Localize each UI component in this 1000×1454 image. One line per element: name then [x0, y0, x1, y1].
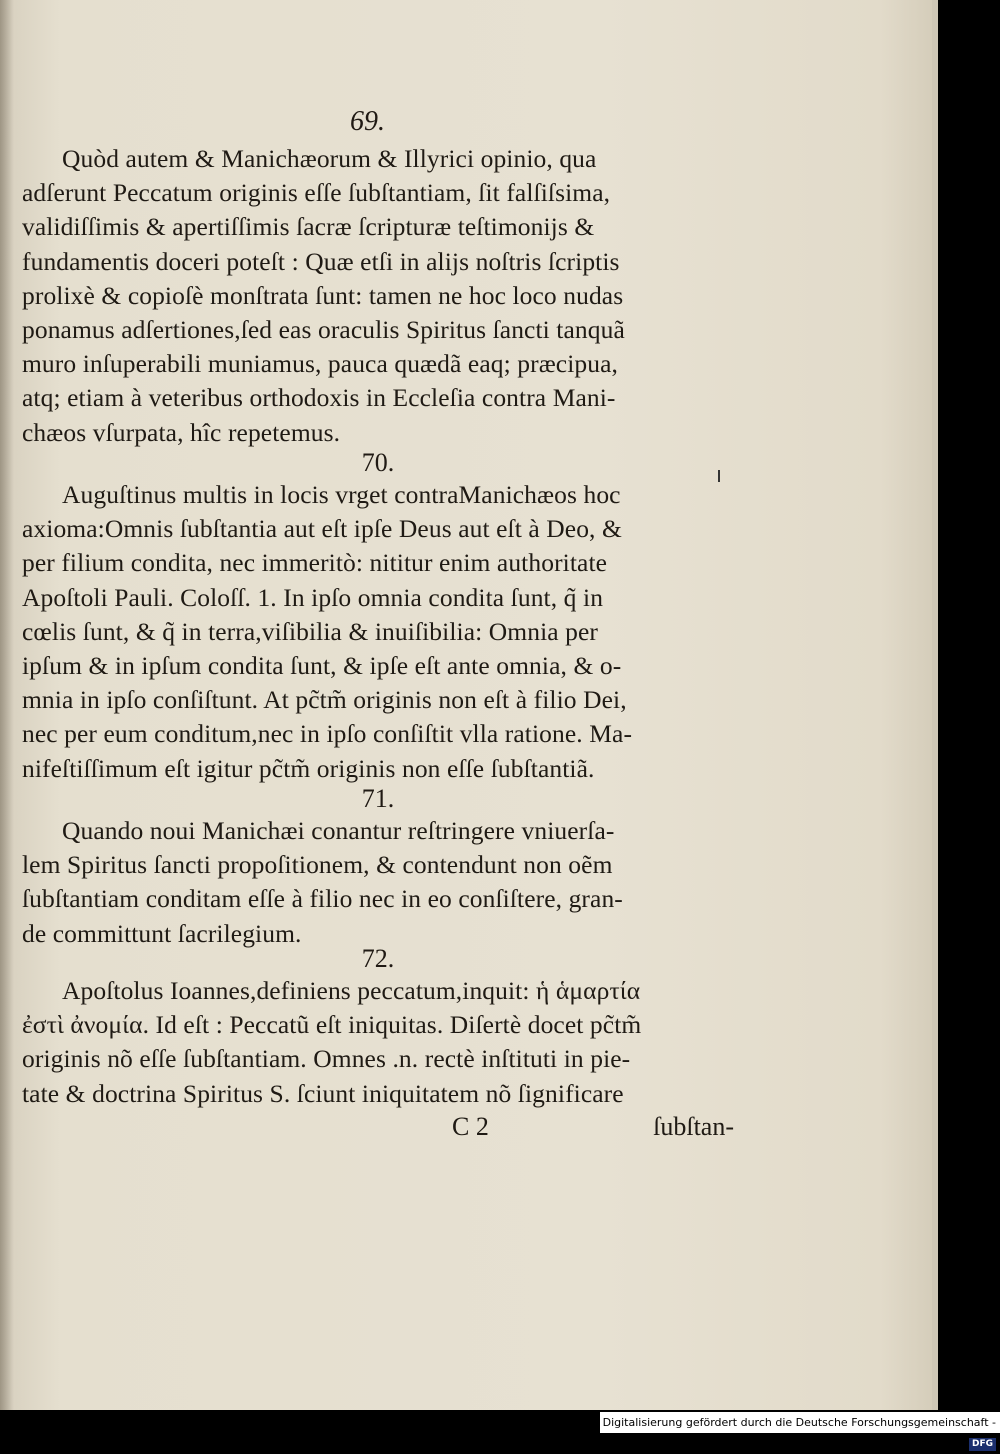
- paragraph-intro: [22, 142, 734, 450]
- text-line: validiſſimis & apertiſſimis ſacræ ſcripturæ teſtimonijs &: [22, 212, 595, 242]
- text-line: nifeſtiſſimum eſt igitur pc̃tm̃ originis non eſſe ſubſtantiã.: [22, 753, 595, 783]
- text-line: tate & doctrina Spiritus S. ſciunt iniquitatem nõ ſignificare: [22, 1078, 624, 1108]
- page-edge: [932, 0, 938, 1410]
- text-line: fundamentis doceri poteſt : Quæ etſi in alijs noſtris ſcriptis: [22, 246, 620, 276]
- footer-text: Digitalisierung gefördert durch die Deutsche Forschungsgemeinschaft -: [602, 1416, 996, 1429]
- text-line: mnia in ipſo conſiſtunt. At pc̃tm̃ originis non eſt à filio Dei,: [22, 685, 627, 715]
- signature-mark: C 2: [452, 1112, 489, 1141]
- section-number: 71.: [361, 784, 395, 813]
- gutter-shadow: [0, 0, 14, 1410]
- dfg-logo-icon[interactable]: DFG: [969, 1438, 996, 1451]
- text-line: ipſum & in ipſum condita ſunt, & ipſe eſt ante omnia, & o-: [22, 650, 622, 680]
- section-72: [22, 944, 734, 1111]
- text-line: Auguſtinus multis in locis vrget contraManichæos hoc: [62, 480, 621, 509]
- section-number: 72.: [361, 944, 395, 973]
- text-line: adſerunt Peccatum originis eſſe ſubſtantiam, ſit falſiſsima,: [22, 178, 611, 208]
- text-line: prolixè & copioſè monſtrata ſunt: tamen ne hoc loco nudas: [22, 280, 624, 310]
- text-line: ponamus adſertiones,ſed eas oraculis Spiritus ſancti tanquã: [22, 314, 625, 344]
- text-line: lem Spiritus ſancti propoſitionem, & contendunt non oẽm: [22, 850, 613, 880]
- section-70: [22, 448, 734, 786]
- text-line: cœlis ſunt, & q̃ in terra,viſibilia & inuiſibilia: Omnia per: [22, 616, 599, 646]
- text-line: originis nõ eſſe ſubſtantiam. Omnes .n. rectè inſtituti in pie-: [22, 1044, 631, 1074]
- page-foot: [22, 1112, 734, 1146]
- text-line: de committunt ſacrilegium.: [22, 918, 302, 948]
- text-line: chæos vſurpata, hîc repetemus.: [22, 417, 341, 447]
- catchword: ſubſtan-: [653, 1112, 734, 1141]
- text-line: Apoſtolus Ioannes,definiens peccatum,inquit: ἡ ἁμαρτία: [62, 976, 641, 1005]
- text-line: muro inſuperabili muniamus, pauca quædã eaq; præcipua,: [22, 349, 618, 379]
- text-line: atq; etiam à veteribus orthodoxis in Eccleſia contra Mani-: [22, 383, 616, 413]
- text-line: nec per eum conditum,nec in ipſo conſiſtit vlla ratione. Ma-: [22, 719, 633, 749]
- text-line: Quando noui Manichæi conantur reſtringere vniuerſa-: [62, 816, 615, 845]
- page-number: 69.: [350, 106, 385, 137]
- text-line: ſubſtantiam conditam eſſe à filio nec in eo conſiſtere, gran-: [22, 884, 623, 914]
- text-line: Apoſtoli Pauli. Coloſſ. 1. In ipſo omnia condita ſunt, q̃ in: [22, 582, 604, 612]
- text-line: Quòd autem & Manichæorum & Illyrici opinio, qua: [62, 144, 597, 173]
- section-number: 70.: [361, 448, 395, 477]
- text-line: axioma:Omnis ſubſtantia aut eſt ipſe Deus aut eſt à Deo, &: [22, 514, 622, 544]
- text-line: ἐστὶ ἀνομία. Id eſt : Peccatũ eſt iniquitas. Diſertè docet pc̃tm̃: [22, 1010, 642, 1040]
- text-line: per filium condita, nec immeritò: nititur enim authoritate: [22, 548, 608, 578]
- digitization-footer: [600, 1412, 1000, 1449]
- section-71: [22, 784, 734, 951]
